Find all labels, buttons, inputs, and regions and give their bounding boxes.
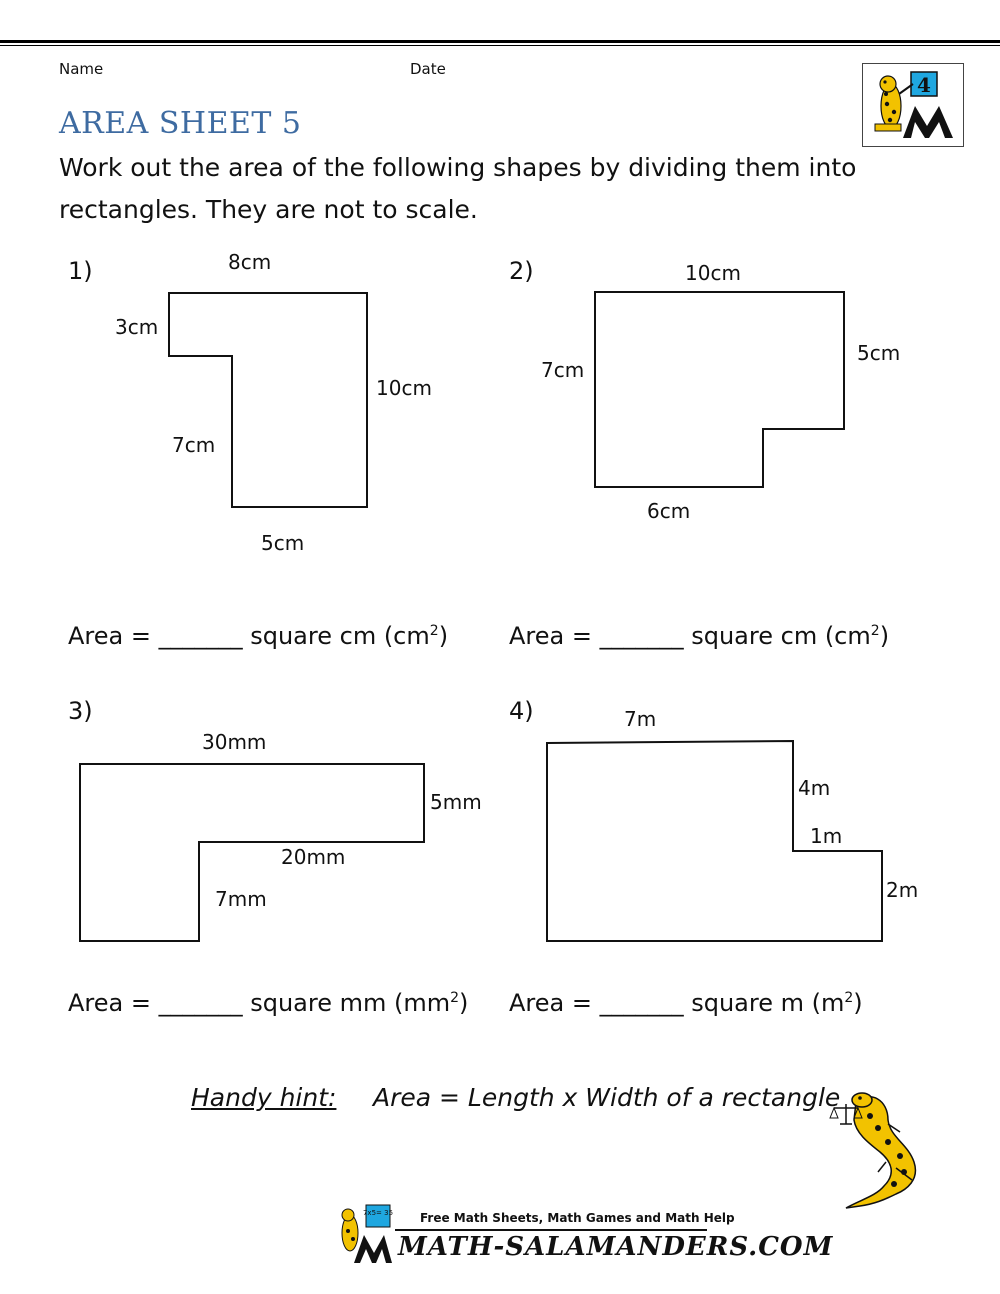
problem-2-label-left: 7cm: [541, 358, 585, 382]
shape-3-outline: [80, 764, 424, 941]
problem-4-label-top: 7m: [624, 707, 657, 731]
instructions: Work out the area of the following shapes by dividing them into rectangles. They are not to scale.: [59, 153, 857, 224]
problem-2-number: 2): [509, 257, 534, 285]
problem-3-label-right: 5mm: [430, 790, 482, 814]
problem-1-label-bottom: 5cm: [261, 531, 305, 555]
problem-1-number: 1): [68, 257, 93, 285]
problem-4-number: 4): [509, 697, 534, 725]
hint-text: Area = Length x Width of a rectangle: [373, 1083, 841, 1112]
page-title: AREA SHEET 5: [59, 106, 302, 141]
footer-logo-icon: [328, 1203, 394, 1265]
problem-2-answer-line: Area = _______ square cm $(cm^2)$: [509, 622, 890, 650]
problem-3-label-inner-side: 7mm: [215, 887, 267, 911]
problem-3-label-top: 30mm: [202, 730, 267, 754]
hint-label: Handy hint:: [191, 1083, 337, 1112]
problem-3-number: 3): [68, 697, 93, 725]
problem-1-answer-line: Area = _______ square cm $(cm^2)$: [68, 622, 449, 650]
problem-3-answer-line: Area = _______ square mm $(mm^2)$: [68, 989, 469, 1017]
problem-4-label-upper-right: 4m: [798, 776, 831, 800]
footer-rule: [395, 1229, 707, 1231]
problem-4-label-lower-right: 2m: [886, 878, 919, 902]
name-label: Name: [59, 60, 104, 78]
problem-4-label-step: 1m: [810, 824, 843, 848]
problem-2-label-top: 10cm: [685, 261, 741, 285]
problem-1-label-top: 8cm: [228, 250, 272, 274]
problem-3-label-inner-top: 20mm: [281, 845, 346, 869]
salamander-scales-icon: [826, 1082, 936, 1217]
problem-2-label-right: 5cm: [857, 341, 901, 365]
grade-number: 4: [917, 73, 931, 97]
footer-logo-numbers: 7x5= 35: [362, 1209, 394, 1217]
shape-2-outline: [595, 292, 844, 487]
problem-1-label-notch: 3cm: [115, 315, 159, 339]
problem-1-label-right: 10cm: [376, 376, 432, 400]
problem-4-answer-line: Area = _______ square m $(m^2)$: [509, 989, 863, 1017]
problem-1-label-left: 7cm: [172, 433, 216, 457]
footer-tagline: Free Math Sheets, Math Games and Math Help: [420, 1211, 735, 1225]
problem-2-label-bottom: 6cm: [647, 499, 691, 523]
footer-brand: MATH-SALAMANDERS.COM: [398, 1232, 834, 1262]
shape-1-outline: [169, 293, 367, 507]
date-label: Date: [410, 60, 446, 78]
